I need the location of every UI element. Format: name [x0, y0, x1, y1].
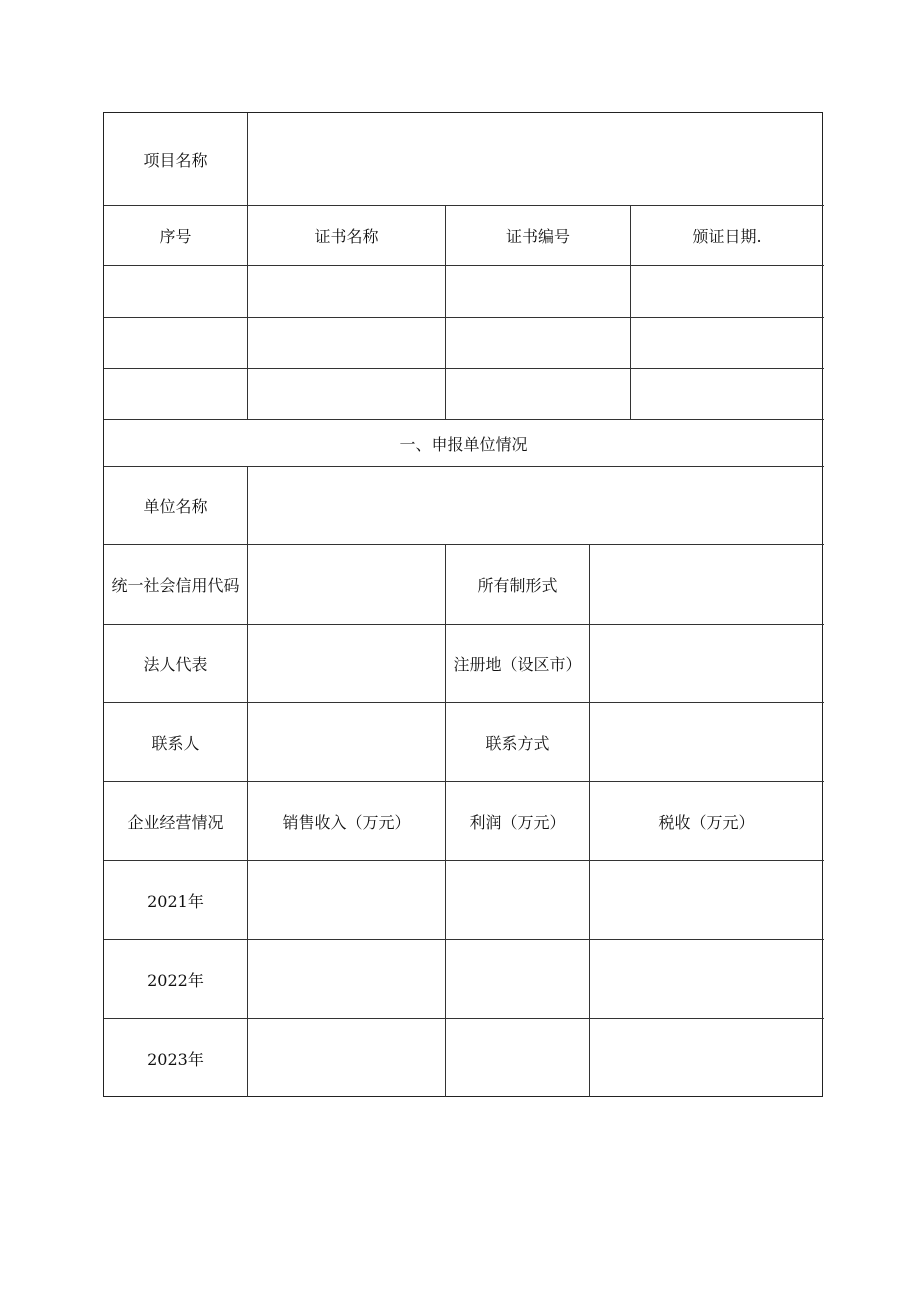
sales-2022-field[interactable] [248, 940, 445, 1018]
cert-row-2-name[interactable] [248, 318, 445, 368]
cert-row-1-date[interactable] [631, 266, 823, 317]
cert-header-date: 颁证日期. [692, 227, 762, 246]
ownership-field[interactable] [590, 545, 823, 624]
cert-row-3-index[interactable] [104, 369, 247, 419]
credit-code-label: 统一社会信用代码 [111, 576, 240, 595]
contact-method-label: 联系方式 [485, 733, 550, 753]
profit-2022-field[interactable] [446, 940, 589, 1018]
sales-2021-field[interactable] [248, 861, 445, 939]
cert-header-index: 序号 [159, 227, 192, 246]
section-title: 一、申报单位情况 [399, 434, 528, 454]
profit-2023-field[interactable] [446, 1019, 589, 1097]
cert-row-2-index[interactable] [104, 318, 247, 368]
contact-person-label: 联系人 [151, 733, 200, 753]
credit-code-field[interactable] [248, 545, 445, 624]
application-form-table [103, 112, 823, 1097]
cert-row-3-number[interactable] [446, 369, 630, 419]
operations-header-label: 企业经营情况 [127, 812, 224, 832]
legal-rep-field[interactable] [248, 625, 445, 702]
operations-header-profit: 利润（万元） [469, 812, 566, 832]
contact-person-field[interactable] [248, 703, 445, 781]
cert-row-3-date[interactable] [631, 369, 823, 419]
cert-row-1-number[interactable] [446, 266, 630, 317]
tax-2022-field[interactable] [590, 940, 823, 1018]
project-name-field[interactable] [248, 113, 823, 205]
cert-row-2-date[interactable] [631, 318, 823, 368]
cert-header-number: 证书编号 [505, 227, 570, 246]
operations-header-tax: 税收（万元） [658, 812, 755, 832]
project-name-label: 项目名称 [143, 150, 208, 170]
company-name-field[interactable] [248, 467, 823, 544]
cert-row-2-number[interactable] [446, 318, 630, 368]
tax-2021-field[interactable] [590, 861, 823, 939]
legal-rep-label: 法人代表 [143, 655, 208, 674]
ownership-label: 所有制形式 [477, 576, 558, 595]
cert-row-1-name[interactable] [248, 266, 445, 317]
company-name-label: 单位名称 [143, 497, 208, 516]
cert-header-name: 证书名称 [314, 227, 379, 246]
cert-row-3-name[interactable] [248, 369, 445, 419]
contact-method-field[interactable] [590, 703, 823, 781]
profit-2021-field[interactable] [446, 861, 589, 939]
tax-2023-field[interactable] [590, 1019, 823, 1097]
cert-row-1-index[interactable] [104, 266, 247, 317]
operations-year-2022: 2022年 [147, 970, 204, 990]
registered-place-field[interactable] [590, 625, 823, 702]
operations-header-sales: 销售收入（万元） [282, 812, 411, 832]
operations-year-2023: 2023年 [147, 1049, 204, 1069]
operations-year-2021: 2021年 [147, 891, 204, 911]
sales-2023-field[interactable] [248, 1019, 445, 1097]
registered-place-label: 注册地（设区市） [453, 655, 582, 674]
